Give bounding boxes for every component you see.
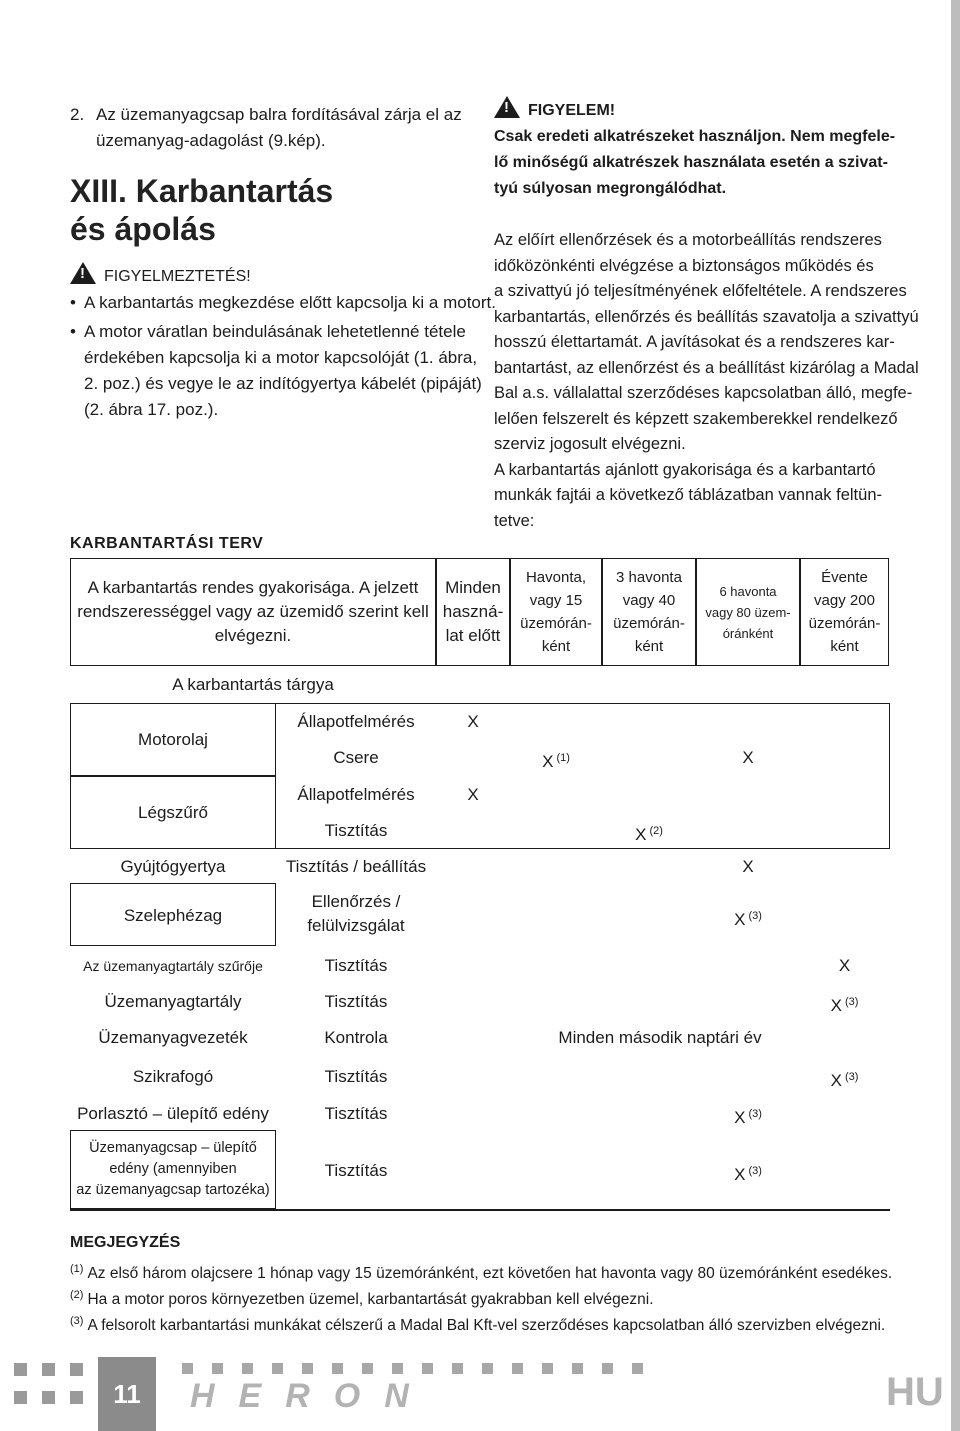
- plan-title: KARBANTARTÁSI TERV: [70, 535, 264, 552]
- bullet-2-line-3: 2. poz.) és vegye le az indítógyertya kábelét (pipáját): [84, 374, 482, 393]
- section-heading-line-1: XIII. Karbantartás: [70, 173, 334, 209]
- row-motorolaj: Motorolaj: [138, 730, 208, 749]
- paragraph-line: A karbantartás ajánlott gyakorisága és a karbantartó: [494, 460, 876, 479]
- freq-desc-line-2: rendszerességgel vagy az üzemidő szerint kell: [77, 602, 429, 621]
- col-before-line-3: lat előtt: [445, 626, 501, 645]
- col-monthly-line-4: ként: [541, 638, 571, 655]
- tank-filter-yearly: X: [838, 956, 851, 975]
- col-yearly-line-1: Évente: [821, 569, 868, 586]
- notes-title: MEGJEGYZÉS: [70, 1234, 181, 1251]
- table-bottom-rule: [70, 1209, 890, 1211]
- spark-arrester-yearly: X $^{(3)}$: [830, 1071, 859, 1090]
- paragraph-line: bantartást, az ellenőrzést és a beállítást kizárólag a Madal: [494, 358, 919, 377]
- row-gyujtogyertya: Gyújtógyertya: [120, 857, 226, 876]
- legszuro-check-before: X: [467, 785, 479, 804]
- col-yearly-line-2: vagy 200: [814, 592, 875, 609]
- note-1: $^{(1)}$ Az első három olajcsere 1 hónap vagy 15 üzemóránként, ezt követően hat havonta vagy 80 üzemóránként esedékes.: [70, 1263, 893, 1282]
- motorolaj-change-6months: X: [742, 748, 754, 767]
- footer-square: [42, 1391, 55, 1404]
- footer-dot: [272, 1363, 283, 1374]
- row-spark-arrester: Szikrafogó: [132, 1067, 214, 1086]
- row-fuel-line: Üzemanyagvezeték: [98, 1028, 248, 1047]
- footer-dot: [572, 1363, 583, 1374]
- col-header-monthly: [510, 558, 602, 666]
- bullet-2-line-2: érdekében kapcsolja ki a motor kapcsolóját (1. ábra,: [84, 348, 478, 367]
- valve-bowl-line-2: edény (amennyiben: [109, 1161, 237, 1177]
- legszuro-clean: Tisztítás: [324, 821, 388, 840]
- valve-bowl-line-1: Üzemanyagcsap – ülepítő: [89, 1140, 257, 1156]
- note-2: $^{(2)}$ Ha a motor poros környezetben üzemel, karbantartását gyakrabban kell elvégezni.: [70, 1289, 654, 1308]
- col-yearly-line-3: üzemórán-: [808, 615, 881, 632]
- footer-dot: [632, 1363, 643, 1374]
- footer-square: [14, 1363, 27, 1376]
- carb-bowl-6months: X $^{(3)}$: [734, 1108, 762, 1127]
- footer-dot: [542, 1363, 553, 1374]
- bullet-2-line-4: (2. ábra 17. poz.).: [84, 400, 219, 419]
- col-before-line-1: Minden: [445, 578, 501, 597]
- row-legszuro: Légszűrő: [138, 803, 208, 822]
- motorolaj-check: Állapotfelmérés: [297, 712, 415, 731]
- footer-dot: [182, 1363, 193, 1374]
- warning-icon: [494, 96, 520, 118]
- szelephezag-action-line-2: felülvizsgálat: [307, 916, 405, 935]
- footer-square: [70, 1391, 83, 1404]
- attention-text: [494, 124, 895, 202]
- row-carb-bowl: Porlasztó – ülepítő edény: [77, 1104, 269, 1123]
- section-heading: [70, 172, 333, 248]
- row-szelephezag: Szelephézag: [123, 906, 223, 925]
- col-header-before-use: [436, 558, 510, 666]
- legszuro-check: Állapotfelmérés: [297, 785, 415, 804]
- paragraph-line: munkák fajtái a következő táblázatban vannak feltün-: [494, 486, 882, 504]
- col-3months-line-2: vagy 40: [622, 592, 676, 609]
- valve-bowl-action: Tisztítás: [324, 1161, 388, 1180]
- warning-block: [70, 262, 251, 289]
- attention-block: [494, 96, 615, 123]
- paragraph-line: hosszú élettartamát. A javításokat és a rendszeres kar-: [494, 333, 895, 351]
- col-6months-line-3: óránként: [722, 625, 774, 641]
- col-header-3months: [602, 558, 696, 666]
- valve-bowl-6months: X $^{(3)}$: [734, 1165, 762, 1184]
- attention-line-1: Csak eredeti alkatrészeket használjon. Nem megfele-: [494, 128, 896, 145]
- footer-dot: [242, 1363, 253, 1374]
- carb-bowl-action: Tisztítás: [324, 1104, 388, 1123]
- footer-dot: [482, 1363, 493, 1374]
- paragraph-line: a szivattyú jó teljesítményének előfeltétele. A rendszeres: [494, 282, 907, 300]
- note-3: $^{(3)}$ A felsorolt karbantartási munkákat célszerű a Madal Bal Kft-vel szerződéses kapcsolatban álló szervizben elvégezni.: [70, 1315, 886, 1334]
- gyujtogyertya-6months: X: [742, 857, 754, 876]
- col-3months-line-3: üzemórán-: [613, 615, 685, 632]
- paragraph-line: időközönkénti elvégzése a biztonságos működés és: [494, 256, 874, 275]
- step-2-number: 2.: [70, 105, 85, 124]
- footer-dot: [452, 1363, 463, 1374]
- col-header-yearly: [800, 558, 889, 666]
- paragraph-line: tetve:: [494, 511, 535, 530]
- paragraph-line: lelően felszerelt és képzett szakemberekkel rendelkező: [494, 409, 898, 428]
- attention-line-2: lő minőségű alkatrészek használata esetén a szivat-: [494, 154, 888, 171]
- row-tank-filter: Az üzemanyagtartály szűrője: [83, 958, 263, 974]
- col-monthly-line-2: vagy 15: [529, 592, 583, 609]
- step-2-line-2: üzemanyag-adagolást (9.kép).: [96, 131, 326, 150]
- col-monthly-line-1: Havonta,: [525, 569, 587, 586]
- col-3months-line-1: 3 havonta: [616, 569, 682, 586]
- section-heading-line-2: és ápolás: [70, 211, 216, 247]
- col-header-6months: [696, 558, 800, 666]
- szelephezag-action: [276, 890, 436, 938]
- paragraph-line: Bal a.s. vállalattal szerződéses kapcsolatban álló, megfe-: [494, 384, 913, 402]
- paragraph-line: Az előírt ellenőrzések és a motorbeállítás rendszeres: [494, 231, 882, 249]
- footer-dot: [302, 1363, 313, 1374]
- freq-desc-line-3: elvégezni.: [214, 626, 292, 645]
- attention-line-3: tyú súlyosan megrongálódhat.: [494, 180, 727, 197]
- paragraph-line: szerviz jogosult elvégezni.: [494, 435, 686, 453]
- col-6months-line-1: 6 havonta: [719, 583, 777, 599]
- page-edge-bar: [951, 0, 960, 1431]
- footer-dot: [512, 1363, 523, 1374]
- maintenance-paragraph: [494, 228, 919, 534]
- paragraph-line: karbantartás, ellenőrzés és beállítás szavatolja a szivattyú: [494, 307, 919, 326]
- tank-filter-action: Tisztítás: [324, 956, 388, 975]
- footer-dot: [332, 1363, 343, 1374]
- col-monthly-line-3: üzemórán-: [520, 615, 592, 632]
- bullet-1: • A karbantartás megkezdése előtt kapcsolja ki a motort.: [84, 290, 496, 316]
- col-before-line-2: haszná-: [442, 602, 504, 621]
- freq-desc-cell: [70, 558, 436, 666]
- tank-action: Tisztítás: [324, 992, 388, 1011]
- subject-header: A karbantartás tárgya: [172, 675, 334, 694]
- attention-title: FIGYELEM!: [528, 102, 616, 119]
- footer-dot: [602, 1363, 613, 1374]
- motorolaj-check-before: X: [467, 712, 479, 731]
- footer-dot: [392, 1363, 403, 1374]
- legszuro-clean-3months: X $^{(2)}$: [635, 825, 663, 844]
- col-3months-line-4: ként: [634, 638, 664, 655]
- footer-square: [14, 1391, 27, 1404]
- footer-dot: [212, 1363, 223, 1374]
- spark-arrester-action: Tisztítás: [324, 1067, 388, 1086]
- row-valve-bowl: [70, 1138, 276, 1201]
- footer-dot: [422, 1363, 433, 1374]
- motorolaj-change-monthly: X $^{(1)}$: [542, 752, 570, 771]
- warning-title: FIGYELMEZTETÉS!: [104, 268, 251, 285]
- brand-logo: HERON: [190, 1377, 433, 1415]
- motorolaj-change: Csere: [333, 748, 379, 767]
- tank-yearly: X $^{(3)}$: [830, 996, 859, 1015]
- gyujtogyertya-action: Tisztítás / beállítás: [285, 857, 427, 876]
- szelephezag-action-line-1: Ellenőrzés /: [311, 892, 401, 911]
- row-tank: Üzemanyagtartály: [104, 992, 242, 1011]
- footer-dot: [362, 1363, 373, 1374]
- footer-square: [42, 1363, 55, 1376]
- col-yearly-line-4: ként: [830, 638, 859, 655]
- bullet-2-line-1: • A motor váratlan beindulásának lehetetlenné tétele: [84, 319, 466, 345]
- fuel-line-frequency: Minden második naptári év: [558, 1028, 762, 1047]
- footer-square: [70, 1363, 83, 1376]
- warning-icon: [70, 262, 96, 284]
- page-number: 11: [98, 1357, 156, 1431]
- valve-bowl-line-3: az üzemanyagcsap tartozéka): [76, 1182, 270, 1198]
- freq-desc-line-1: A karbantartás rendes gyakorisága. A jelzett: [87, 578, 419, 597]
- szelephezag-6months: X $^{(3)}$: [734, 910, 762, 929]
- language-code: HU: [886, 1370, 944, 1414]
- step-2-line-1: Az üzemanyagcsap balra fordításával zárja el az: [96, 105, 462, 124]
- col-6months-line-2: vagy 80 üzem-: [705, 604, 791, 620]
- fuel-line-action: Kontrola: [324, 1028, 388, 1047]
